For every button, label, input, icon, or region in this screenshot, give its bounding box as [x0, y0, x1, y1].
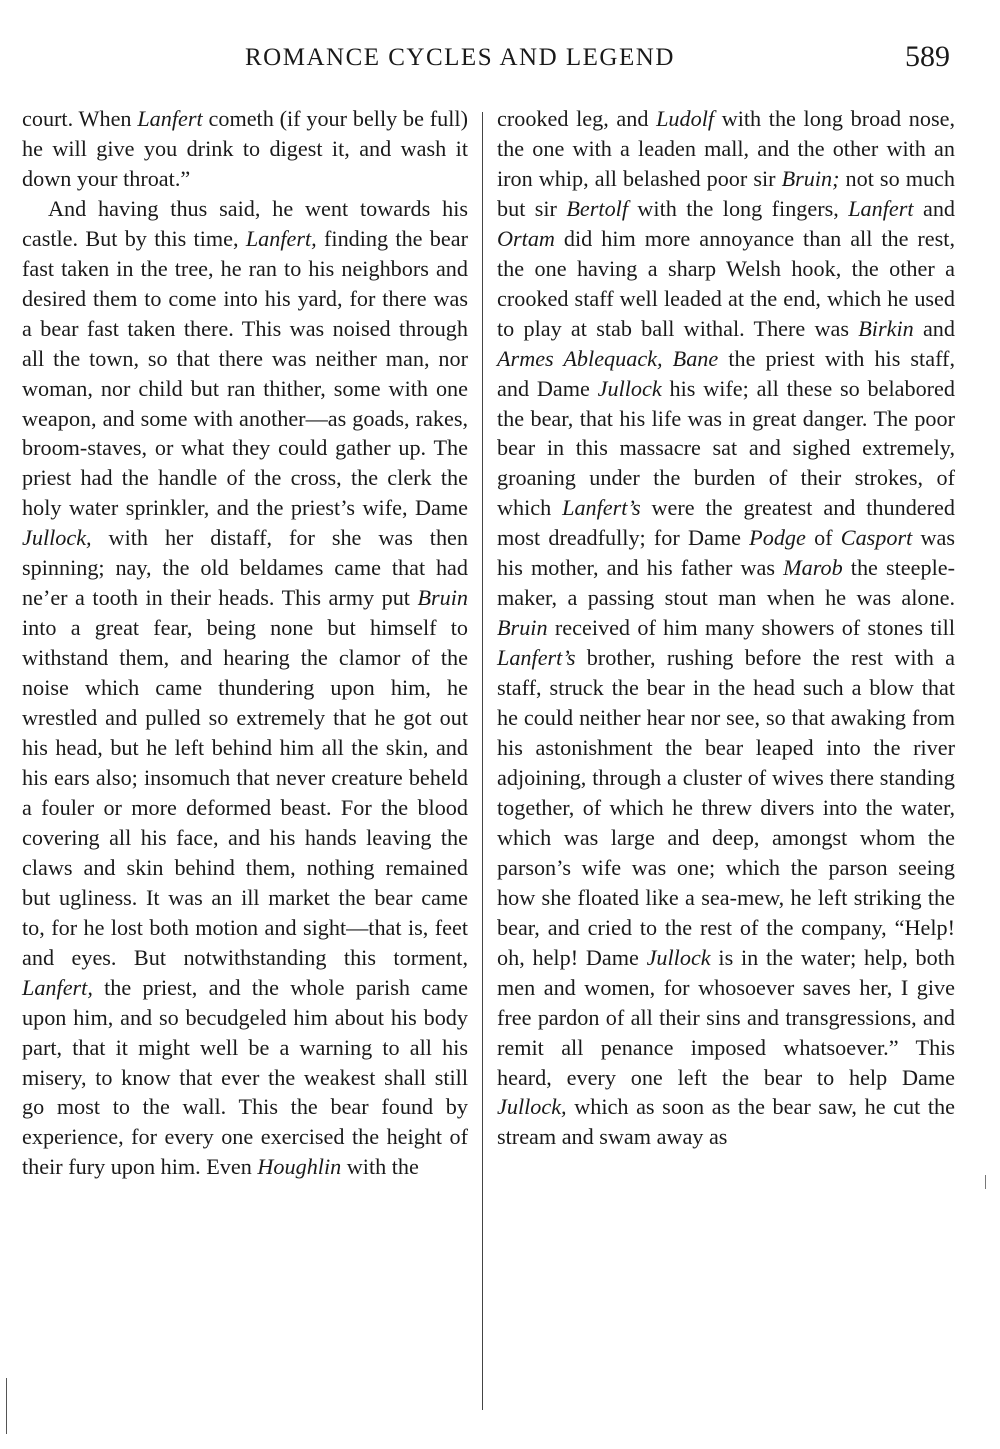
page-header: [0, 40, 1000, 84]
text-run: was his mother, and his father was: [497, 525, 955, 581]
text-run: of: [805, 525, 841, 551]
paragraph-1: [22, 104, 468, 194]
italic-name: Jullock: [646, 944, 711, 970]
italic-name: Lanfert: [848, 195, 914, 221]
italic-name: Casport: [840, 525, 913, 551]
italic-name: Jullock,: [497, 1094, 567, 1120]
italic-name: Bruin: [497, 615, 548, 641]
text-run: crooked leg, and: [497, 106, 657, 131]
italic-name: Bruin;: [781, 165, 840, 191]
italic-name: Armes Ablequack, Bane: [497, 345, 719, 371]
italic-name: Lanfert’s: [497, 645, 576, 671]
text-run: court. When: [22, 106, 138, 131]
edge-mark: [985, 1175, 986, 1189]
italic-name: Houghlin: [257, 1154, 342, 1180]
left-column: [22, 104, 468, 1434]
running-title: ROMANCE CYCLES AND LEGEND: [245, 44, 675, 71]
text-run: received of him many showers of stones till: [547, 615, 955, 641]
italic-name: Jullock,: [22, 525, 92, 551]
italic-name: Lanfert,: [245, 225, 317, 251]
italic-name: Marob: [783, 555, 843, 581]
text-run: And having thus said, he went towards his castle. But by this time,: [22, 195, 468, 251]
text-run: his wife; all these so belabored the bear, that his life was in great danger. The poor bear in this massacre sat and sighed extremely, groaning under the burden of their strokes, of which: [497, 375, 956, 521]
text-run: not so much but sir: [497, 165, 955, 221]
right-column: [497, 104, 955, 1434]
text-run: brother, rushing before the rest with a staff, struck the bear in the head such a blow that he could neither hear nor see, so that awaking from his astonishment the bear leaped into the river adjoining, through a cluster of wives there standing together, of which he threw divers into the water, which was large and deep, amongst whom the parson’s wife was one; which the parson seeing how she floated like a sea-mew, he left striking the bear, and cried to the rest of the company, “Help! oh, help! Dame: [497, 645, 955, 970]
italic-name: Lanfert’s: [562, 495, 641, 521]
italic-name: Bruin: [417, 585, 468, 611]
text-run: into a great fear, being none but himself to withstand them, and hearing the clamor of the noise which came thundering upon him, he wrestled and pulled so extremely that he got out his head, but he left behind him all the skin, and his ears also; insomuch that never creature beheld a fouler or more deformed beast. For the blood covering all his face, and his hands leaving the claws and skin behind them, nothing remained but ugliness. It was an ill market the bear came to, for he lost both motion and sight—that is, feet and eyes. But notwithstanding this torment,: [22, 615, 468, 970]
text-run: and: [913, 195, 956, 221]
paragraph-2: [22, 194, 468, 1182]
text-run: the priest with his staff, and Dame: [497, 345, 955, 401]
text-run: which as soon as the bear saw, he cut the stream and swam away as: [497, 1094, 955, 1150]
italic-name: Birkin: [858, 315, 914, 341]
text-run: with the: [341, 1154, 419, 1180]
text-run: the steeple-maker, a passing stout man when he was alone.: [497, 555, 955, 611]
text-run: were the greatest and thundered most dreadfully; for Dame: [497, 495, 955, 551]
text-run: with the long broad nose, the one with a leaden mall, and the other with an iron whip, all belashed poor sir: [497, 106, 956, 191]
text-run: did him more annoyance than all the rest, the one having a sharp Welsh hook, the other a crooked staff well leaded at the end, which he used to play at stab ball withal. There was: [497, 225, 955, 341]
text-run: is in the water; help, both men and women, for whosoever saves her, I give free pardon of all their sins and transgressions, and remit all penance imposed whatsoever.” This heard, every one left the bear to help Dame: [497, 944, 955, 1090]
margin-mark: [6, 1378, 7, 1434]
page-number: 589: [905, 40, 950, 73]
text-run: the priest, and the whole parish came upon him, and so becudgeled him about his body part, that it might well be a warning to all his misery, to know that ever the weakest shall still go most to the wall. This the bear found by experience, for every one exercised the height of their fury upon him. Even: [22, 974, 468, 1180]
paragraph-3: [497, 104, 955, 1152]
text-run: finding the bear fast taken in the tree, he ran to his neighbors and desired them to come into his yard, for there was a bear fast taken there. This was noised through all the town, so that there was neither man, nor woman, nor child but ran thither, some with one weapon, and some with another—as goads, rakes, broom-staves, or what they could gather up. The priest had the handle of the cross, the clerk the holy water sprinkler, and the priest’s wife, Dame: [22, 225, 468, 521]
italic-name: Ludolf: [656, 106, 715, 131]
column-divider: [482, 112, 483, 1410]
italic-name: Lanfert: [137, 106, 203, 131]
text-run: and: [913, 315, 955, 341]
italic-name: Jullock: [597, 375, 662, 401]
italic-name: Lanfert,: [22, 974, 93, 1000]
text-run: cometh (if your belly be full) he will give you drink to digest it, and wash it down your throat.”: [22, 106, 468, 191]
text-run: with her distaff, for she was then spinning; nay, the old beldames came that had ne’er a tooth in their heads. This army put: [22, 525, 468, 611]
text-run: with the long fingers,: [628, 195, 849, 221]
italic-name: Ortam: [497, 225, 555, 251]
italic-name: Podge: [749, 525, 806, 551]
italic-name: Bertolf: [566, 195, 628, 221]
